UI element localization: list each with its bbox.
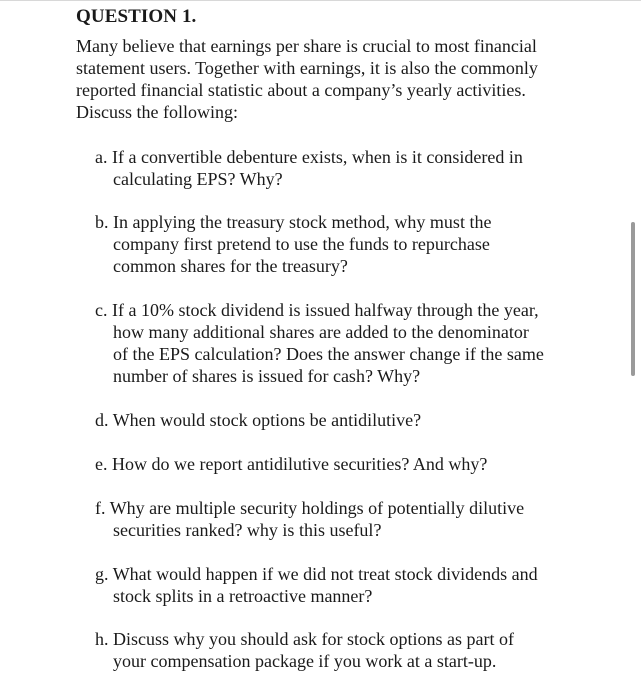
item-text: your compensation package if you work at a start-up.: [113, 651, 497, 671]
item-first-line: [95, 628, 595, 650]
question-item-e: [95, 453, 595, 475]
item-letter: e.: [95, 454, 108, 474]
intro-line: Discuss the following:: [76, 102, 238, 122]
question-intro: [76, 35, 596, 123]
item-text: Why are multiple security holdings of potentially dilutive: [109, 498, 525, 518]
item-first-line: [95, 299, 595, 321]
item-letter: h.: [95, 629, 109, 649]
item-letter: f.: [95, 498, 106, 518]
question-item-f: [95, 497, 595, 541]
top-divider: [0, 0, 641, 1]
question-item-g: [95, 563, 595, 607]
question-item-h: [95, 628, 595, 672]
question-item-b: [95, 211, 595, 277]
item-text: how many additional shares are added to the denominator: [113, 322, 529, 342]
intro-line: reported financial statistic about a company’s yearly activities.: [76, 80, 526, 100]
question-item-c: [95, 299, 595, 387]
intro-line: Many believe that earnings per share is crucial to most financial: [76, 36, 537, 56]
item-first-line: [95, 211, 595, 233]
item-text: In applying the treasury stock method, why must the: [113, 212, 492, 232]
item-text: company first pretend to use the funds to repurchase: [113, 234, 490, 254]
question-heading: QUESTION 1.: [76, 6, 197, 27]
item-text: If a convertible debenture exists, when is it considered in: [112, 147, 523, 167]
item-letter: g.: [95, 564, 109, 584]
question-item-a: [95, 146, 595, 190]
item-text: common shares for the treasury?: [113, 256, 348, 276]
item-text: Discuss why you should ask for stock options as part of: [113, 629, 514, 649]
item-first-line: [95, 409, 595, 431]
item-text: stock splits in a retroactive manner?: [113, 586, 373, 606]
item-text: How do we report antidilutive securities? And why?: [112, 454, 488, 474]
item-text: If a 10% stock dividend is issued halfway through the year,: [112, 300, 539, 320]
item-first-line: [95, 146, 595, 168]
question-item-d: [95, 409, 595, 431]
item-text: calculating EPS? Why?: [113, 169, 283, 189]
item-text: number of shares is issued for cash? Why?: [113, 366, 421, 386]
item-first-line: [95, 453, 595, 475]
item-text: securities ranked? why is this useful?: [113, 520, 382, 540]
item-first-line: [95, 497, 595, 519]
item-letter: b.: [95, 212, 109, 232]
item-text: of the EPS calculation? Does the answer change if the same: [113, 344, 544, 364]
vertical-scrollbar[interactable]: [631, 222, 635, 376]
item-text: When would stock options be antidilutive?: [112, 410, 422, 430]
item-text: What would happen if we did not treat stock dividends and: [112, 564, 538, 584]
item-letter: d.: [95, 410, 109, 430]
item-letter: c.: [95, 300, 108, 320]
item-first-line: [95, 563, 595, 585]
intro-line: statement users. Together with earnings, it is also the commonly: [76, 58, 538, 78]
item-letter: a.: [95, 147, 108, 167]
